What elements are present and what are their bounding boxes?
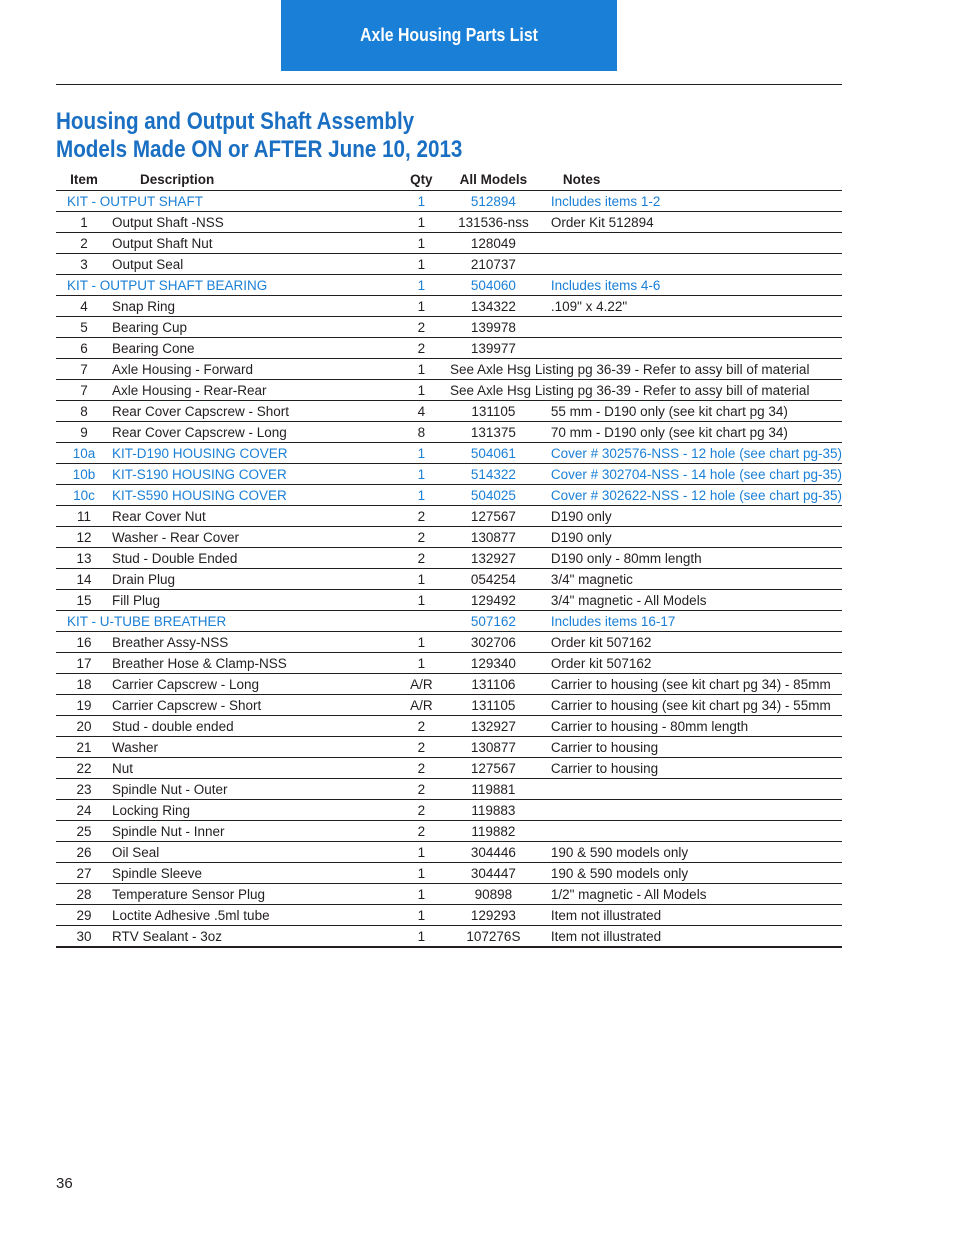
- model-cell: 131105: [450, 695, 537, 716]
- table-row: [56, 653, 842, 674]
- notes-cell: [537, 779, 842, 800]
- description-cell: Axle Housing - Forward: [112, 359, 393, 380]
- table-row: [56, 569, 842, 590]
- model-notes-cell: See Axle Hsg Listing pg 36-39 - Refer to assy bill of material: [450, 359, 842, 380]
- qty-cell: 1: [393, 233, 450, 254]
- model-cell: 131106: [450, 674, 537, 695]
- model-cell: 119882: [450, 821, 537, 842]
- qty-cell: 1: [393, 884, 450, 905]
- description-cell: Breather Hose & Clamp-NSS: [112, 653, 393, 674]
- notes-cell: Order kit 507162: [537, 653, 842, 674]
- table-row: [56, 821, 842, 842]
- item-cell: 18: [56, 674, 112, 695]
- qty-cell: 1: [393, 212, 450, 233]
- qty-cell: 1: [393, 275, 450, 296]
- table-row: [56, 632, 842, 653]
- item-cell: 25: [56, 821, 112, 842]
- table-row: [56, 275, 842, 296]
- model-cell: 130877: [450, 737, 537, 758]
- qty-cell: 2: [393, 527, 450, 548]
- notes-cell: Carrier to housing: [537, 737, 842, 758]
- page-number: 36: [56, 1175, 73, 1192]
- table-row: [56, 905, 842, 926]
- description-cell: Spindle Nut - Outer: [112, 779, 393, 800]
- notes-cell: Includes items 4-6: [537, 275, 842, 296]
- description-cell: Bearing Cone: [112, 338, 393, 359]
- notes-cell: 190 & 590 models only: [537, 842, 842, 863]
- qty-cell: 1: [393, 569, 450, 590]
- table-row: [56, 359, 842, 380]
- item-cell: 10c: [56, 485, 112, 506]
- table-row: [56, 779, 842, 800]
- description-cell: RTV Sealant - 3oz: [112, 926, 393, 948]
- item-cell: 22: [56, 758, 112, 779]
- model-cell: 139977: [450, 338, 537, 359]
- table-row: [56, 401, 842, 422]
- table-row: [56, 548, 842, 569]
- page-title-line1: Housing and Output Shaft Assembly: [56, 108, 415, 135]
- item-cell: 7: [56, 359, 112, 380]
- model-cell: 304446: [450, 842, 537, 863]
- model-cell: 119883: [450, 800, 537, 821]
- description-cell: Bearing Cup: [112, 317, 393, 338]
- description-cell: Axle Housing - Rear-Rear: [112, 380, 393, 401]
- column-header-notes: Notes: [537, 169, 842, 191]
- model-cell: 127567: [450, 506, 537, 527]
- model-cell: 128049: [450, 233, 537, 254]
- table-row: [56, 233, 842, 254]
- qty-cell: 1: [393, 926, 450, 948]
- description-cell: KIT-S590 HOUSING COVER: [112, 485, 393, 506]
- item-cell: 1: [56, 212, 112, 233]
- item-cell: 30: [56, 926, 112, 948]
- section-tab-label: Axle Housing Parts List: [360, 25, 538, 45]
- notes-cell: Includes items 1-2: [537, 191, 842, 212]
- notes-cell: Item not illustrated: [537, 926, 842, 948]
- description-cell: Fill Plug: [112, 590, 393, 611]
- item-cell: 26: [56, 842, 112, 863]
- notes-cell: Order kit 507162: [537, 632, 842, 653]
- description-cell: Output Shaft -NSS: [112, 212, 393, 233]
- table-row: [56, 191, 842, 212]
- description-cell: Locking Ring: [112, 800, 393, 821]
- model-notes-cell: See Axle Hsg Listing pg 36-39 - Refer to assy bill of material: [450, 380, 842, 401]
- item-cell: 17: [56, 653, 112, 674]
- qty-cell: 1: [393, 653, 450, 674]
- item-cell: 9: [56, 422, 112, 443]
- qty-cell: 1: [393, 296, 450, 317]
- model-cell: 304447: [450, 863, 537, 884]
- qty-cell: 8: [393, 422, 450, 443]
- description-cell: Breather Assy-NSS: [112, 632, 393, 653]
- notes-cell: [537, 233, 842, 254]
- notes-cell: Cover # 302576-NSS - 12 hole (see chart pg-35): [537, 443, 842, 464]
- item-cell: 16: [56, 632, 112, 653]
- qty-cell: 2: [393, 758, 450, 779]
- table-header-row: [56, 169, 842, 191]
- description-cell: Spindle Nut - Inner: [112, 821, 393, 842]
- notes-cell: Cover # 302704-NSS - 14 hole (see chart pg-35): [537, 464, 842, 485]
- notes-cell: [537, 338, 842, 359]
- notes-cell: [537, 821, 842, 842]
- qty-cell: 2: [393, 506, 450, 527]
- model-cell: 504060: [450, 275, 537, 296]
- table-row: [56, 758, 842, 779]
- model-cell: 132927: [450, 716, 537, 737]
- item-cell: 23: [56, 779, 112, 800]
- description-cell: Temperature Sensor Plug: [112, 884, 393, 905]
- table-row: [56, 695, 842, 716]
- qty-cell: 2: [393, 737, 450, 758]
- item-cell: 6: [56, 338, 112, 359]
- table-row: [56, 338, 842, 359]
- model-cell: 129492: [450, 590, 537, 611]
- item-cell: 28: [56, 884, 112, 905]
- description-cell: Carrier Capscrew - Short: [112, 695, 393, 716]
- qty-cell: 1: [393, 590, 450, 611]
- item-cell: 11: [56, 506, 112, 527]
- model-cell: 302706: [450, 632, 537, 653]
- item-cell: 4: [56, 296, 112, 317]
- table-row: [56, 212, 842, 233]
- model-cell: 507162: [450, 611, 537, 632]
- notes-cell: 55 mm - D190 only (see kit chart pg 34): [537, 401, 842, 422]
- model-cell: 131105: [450, 401, 537, 422]
- notes-cell: Carrier to housing (see kit chart pg 34) - 85mm: [537, 674, 842, 695]
- item-cell: 14: [56, 569, 112, 590]
- table-row: [56, 422, 842, 443]
- qty-cell: 2: [393, 779, 450, 800]
- notes-cell: [537, 800, 842, 821]
- model-cell: 504025: [450, 485, 537, 506]
- model-cell: 132927: [450, 548, 537, 569]
- description-cell: Stud - Double Ended: [112, 548, 393, 569]
- notes-cell: D190 only: [537, 527, 842, 548]
- qty-cell: 1: [393, 485, 450, 506]
- table-row: [56, 254, 842, 275]
- qty-cell: 2: [393, 338, 450, 359]
- model-cell: 131536-nss: [450, 212, 537, 233]
- model-cell: 054254: [450, 569, 537, 590]
- notes-cell: 1/2" magnetic - All Models: [537, 884, 842, 905]
- qty-cell: A/R: [393, 695, 450, 716]
- description-cell: Snap Ring: [112, 296, 393, 317]
- qty-cell: A/R: [393, 674, 450, 695]
- item-cell: 20: [56, 716, 112, 737]
- description-cell: KIT-D190 HOUSING COVER: [112, 443, 393, 464]
- item-cell: 29: [56, 905, 112, 926]
- top-divider: [56, 84, 842, 85]
- qty-cell: 2: [393, 821, 450, 842]
- table-row: [56, 590, 842, 611]
- notes-cell: Cover # 302622-NSS - 12 hole (see chart pg-35): [537, 485, 842, 506]
- model-cell: 210737: [450, 254, 537, 275]
- notes-cell: 190 & 590 models only: [537, 863, 842, 884]
- description-cell: Stud - double ended: [112, 716, 393, 737]
- kit-description-cell: KIT - OUTPUT SHAFT BEARING: [56, 275, 393, 296]
- notes-cell: D190 only - 80mm length: [537, 548, 842, 569]
- model-cell: 514322: [450, 464, 537, 485]
- item-cell: 12: [56, 527, 112, 548]
- model-cell: 127567: [450, 758, 537, 779]
- item-cell: 10b: [56, 464, 112, 485]
- page-title-line2: Models Made ON or AFTER June 10, 2013: [56, 136, 463, 163]
- qty-cell: 4: [393, 401, 450, 422]
- notes-cell: [537, 254, 842, 275]
- table-row: [56, 317, 842, 338]
- table-row: [56, 506, 842, 527]
- table-row: [56, 296, 842, 317]
- item-cell: 7: [56, 380, 112, 401]
- table-row: [56, 842, 842, 863]
- description-cell: Carrier Capscrew - Long: [112, 674, 393, 695]
- qty-cell: 1: [393, 905, 450, 926]
- notes-cell: Includes items 16-17: [537, 611, 842, 632]
- table-row: [56, 464, 842, 485]
- item-cell: 10a: [56, 443, 112, 464]
- item-cell: 19: [56, 695, 112, 716]
- kit-description-cell: KIT - OUTPUT SHAFT: [56, 191, 393, 212]
- description-cell: Rear Cover Nut: [112, 506, 393, 527]
- section-tab: [281, 0, 617, 71]
- description-cell: Drain Plug: [112, 569, 393, 590]
- description-cell: Nut: [112, 758, 393, 779]
- parts-table-body: [56, 191, 842, 948]
- table-row: [56, 926, 842, 948]
- page-title: [56, 108, 529, 164]
- item-cell: 15: [56, 590, 112, 611]
- qty-cell: 1: [393, 842, 450, 863]
- notes-cell: 3/4" magnetic - All Models: [537, 590, 842, 611]
- notes-cell: Item not illustrated: [537, 905, 842, 926]
- qty-cell: 1: [393, 380, 450, 401]
- notes-cell: .109" x 4.22": [537, 296, 842, 317]
- item-cell: 24: [56, 800, 112, 821]
- model-cell: 90898: [450, 884, 537, 905]
- item-cell: 13: [56, 548, 112, 569]
- description-cell: Washer - Rear Cover: [112, 527, 393, 548]
- model-cell: 134322: [450, 296, 537, 317]
- qty-cell: 2: [393, 317, 450, 338]
- table-row: [56, 380, 842, 401]
- column-header-qty: Qty: [393, 169, 450, 191]
- table-row: [56, 800, 842, 821]
- column-header-all-models: All Models: [450, 169, 537, 191]
- qty-cell: 1: [393, 863, 450, 884]
- model-cell: 139978: [450, 317, 537, 338]
- model-cell: 130877: [450, 527, 537, 548]
- kit-description-cell: KIT - U-TUBE BREATHER: [56, 611, 393, 632]
- qty-cell: 1: [393, 359, 450, 380]
- description-cell: Output Seal: [112, 254, 393, 275]
- item-cell: 3: [56, 254, 112, 275]
- description-cell: Oil Seal: [112, 842, 393, 863]
- model-cell: 512894: [450, 191, 537, 212]
- description-cell: Rear Cover Capscrew - Long: [112, 422, 393, 443]
- item-cell: 27: [56, 863, 112, 884]
- notes-cell: 70 mm - D190 only (see kit chart pg 34): [537, 422, 842, 443]
- item-cell: 21: [56, 737, 112, 758]
- table-row: [56, 527, 842, 548]
- notes-cell: Carrier to housing - 80mm length: [537, 716, 842, 737]
- notes-cell: D190 only: [537, 506, 842, 527]
- model-cell: 129293: [450, 905, 537, 926]
- notes-cell: Order Kit 512894: [537, 212, 842, 233]
- qty-cell: 1: [393, 632, 450, 653]
- item-cell: 8: [56, 401, 112, 422]
- table-row: [56, 443, 842, 464]
- model-cell: 107276S: [450, 926, 537, 948]
- description-cell: Washer: [112, 737, 393, 758]
- model-cell: 119881: [450, 779, 537, 800]
- table-row: [56, 716, 842, 737]
- qty-cell: 2: [393, 716, 450, 737]
- description-cell: KIT-S190 HOUSING COVER: [112, 464, 393, 485]
- table-row: [56, 674, 842, 695]
- notes-cell: Carrier to housing (see kit chart pg 34) - 55mm: [537, 695, 842, 716]
- table-row: [56, 485, 842, 506]
- qty-cell: 2: [393, 800, 450, 821]
- qty-cell: 1: [393, 443, 450, 464]
- item-cell: 2: [56, 233, 112, 254]
- description-cell: Loctite Adhesive .5ml tube: [112, 905, 393, 926]
- table-row: [56, 863, 842, 884]
- description-cell: Spindle Sleeve: [112, 863, 393, 884]
- qty-cell: 2: [393, 548, 450, 569]
- model-cell: 504061: [450, 443, 537, 464]
- table-row: [56, 611, 842, 632]
- description-cell: Rear Cover Capscrew - Short: [112, 401, 393, 422]
- qty-cell: 1: [393, 464, 450, 485]
- notes-cell: Carrier to housing: [537, 758, 842, 779]
- column-header-description: Description: [112, 169, 393, 191]
- table-row: [56, 884, 842, 905]
- qty-cell: 1: [393, 254, 450, 275]
- description-cell: Output Shaft Nut: [112, 233, 393, 254]
- parts-table: [56, 169, 842, 948]
- column-header-item: Item: [56, 169, 112, 191]
- notes-cell: 3/4" magnetic: [537, 569, 842, 590]
- qty-cell: 1: [393, 191, 450, 212]
- item-cell: 5: [56, 317, 112, 338]
- model-cell: 131375: [450, 422, 537, 443]
- qty-cell: [393, 611, 450, 632]
- notes-cell: [537, 317, 842, 338]
- table-row: [56, 737, 842, 758]
- model-cell: 129340: [450, 653, 537, 674]
